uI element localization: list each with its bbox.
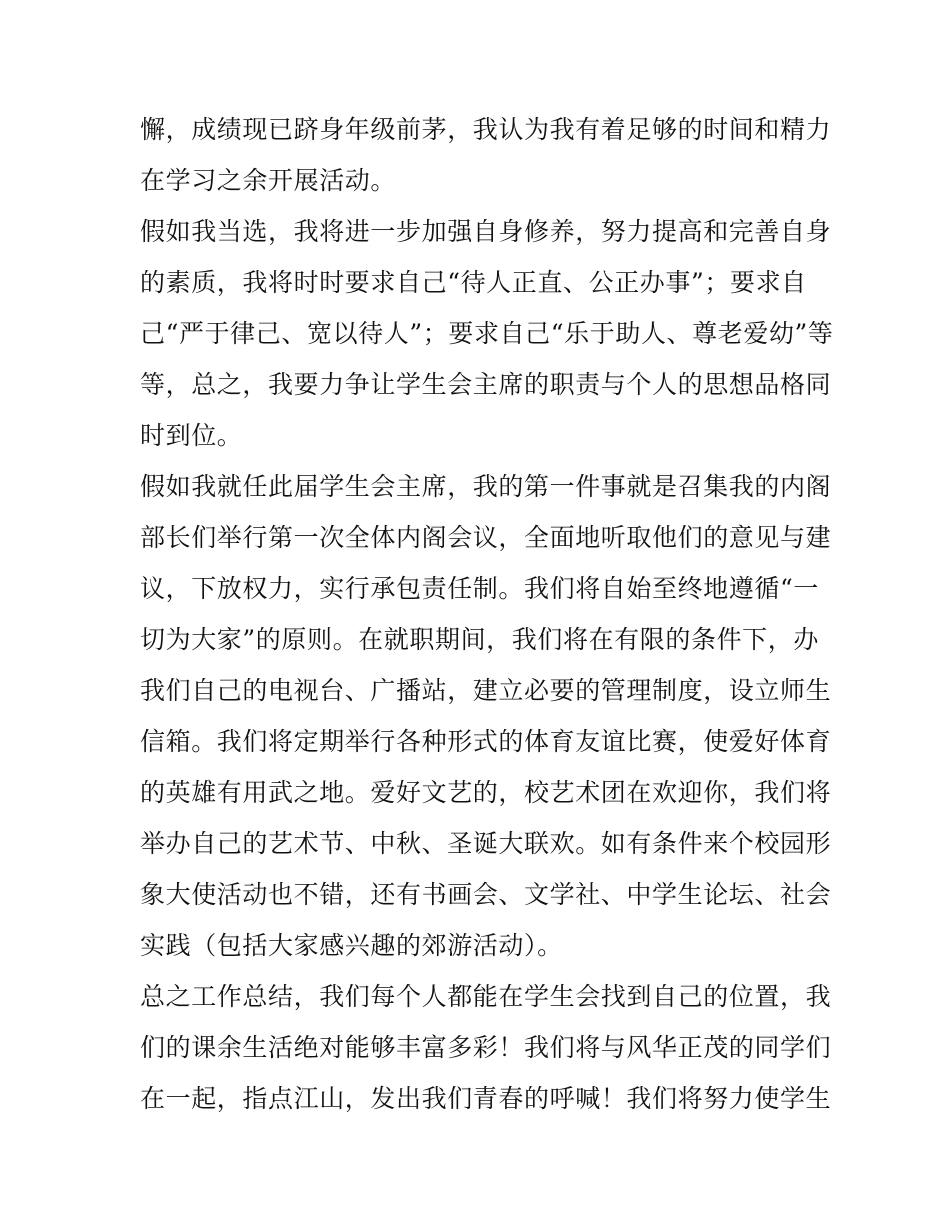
text-line: 举办自己的艺术节、中秋、圣诞大联欢。如有条件来个校园形	[140, 829, 832, 858]
text-line: 的素质，我将时时要求自己“待人正直、公正办事”；要求自	[140, 268, 807, 297]
text-line: 议，下放权力，实行承包责任制。我们将自始至终地遵循“一	[140, 574, 819, 603]
text-line: 象大使活动也不错，还有书画会、文学社、中学生论坛、社会	[140, 880, 832, 909]
text-line: 己“严于律己、宽以待人”；要求自己“乐于助人、尊老爱幼”等	[140, 319, 834, 348]
text-line: 假如我就任此届学生会主席，我的第一件事就是召集我的内阁	[140, 472, 832, 501]
text-line: 切为大家”的原则。在就职期间，我们将在有限的条件下，办	[140, 625, 819, 654]
text-line: 信箱。我们将定期举行各种形式的体育友谊比赛，使爱好体育	[140, 727, 832, 756]
text-line: 懈，成绩现已跻身年级前茅，我认为我有着足够的时间和精力	[140, 115, 832, 144]
body-text	[140, 104, 834, 1124]
text-line: 在一起，指点江山，发出我们青春的呼喊！我们将努力使学生	[140, 1084, 832, 1113]
text-line: 们的课余生活绝对能够丰富多彩！我们将与风华正茂的同学们	[140, 1033, 832, 1062]
text-line: 的英雄有用武之地。爱好文艺的，校艺术团在欢迎你，我们将	[140, 778, 832, 807]
text-line: 时到位。	[140, 421, 243, 450]
text-line: 假如我当选，我将进一步加强自身修养，努力提高和完善自身	[140, 217, 832, 246]
text-line: 我们自己的电视台、广播站，建立必要的管理制度，设立师生	[140, 676, 832, 705]
text-line: 实践（包括大家感兴趣的郊游活动）。	[140, 931, 563, 960]
text-line: 部长们举行第一次全体内阁会议，全面地听取他们的意见与建	[140, 523, 832, 552]
text-line: 等，总之，我要力争让学生会主席的职责与个人的思想品格同	[140, 370, 832, 399]
text-line: 在学习之余开展活动。	[140, 166, 397, 195]
text-line: 总之工作总结，我们每个人都能在学生会找到自己的位置，我	[140, 982, 832, 1011]
